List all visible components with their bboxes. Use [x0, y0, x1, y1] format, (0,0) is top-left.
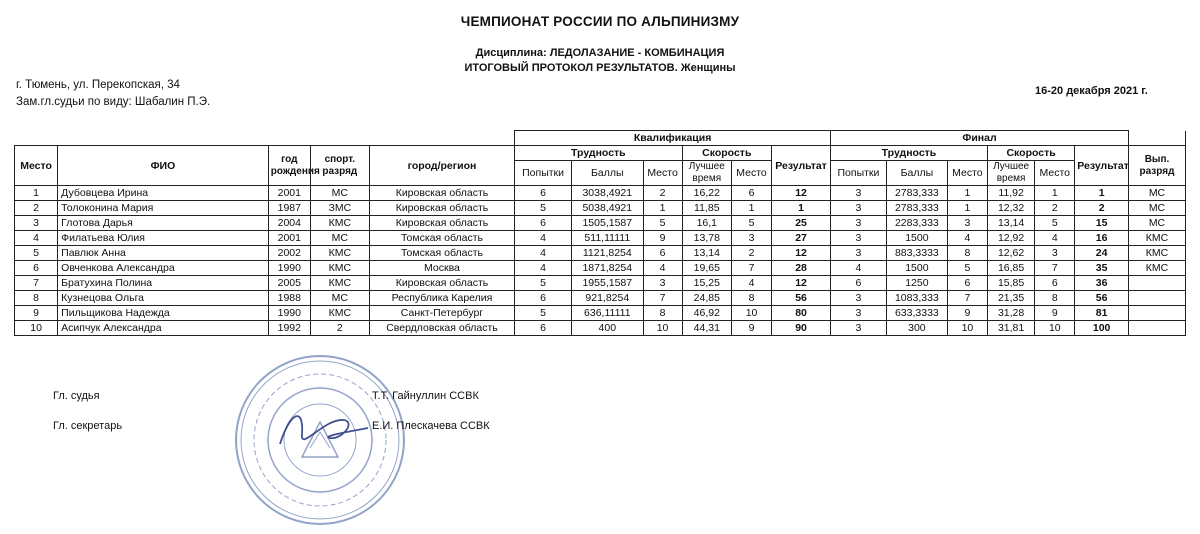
- cell-rank: МС: [310, 231, 369, 246]
- secretary-label: Гл. секретарь: [53, 420, 123, 432]
- header-blank-right: [1128, 131, 1185, 146]
- cell-new-rank: МС: [1128, 186, 1185, 201]
- cell-f-time: 12,92: [987, 231, 1034, 246]
- deputy-judge: Зам.гл.судьи по виду: Шабалин П.Э.: [16, 96, 211, 108]
- cell-q-points: 921,8254: [572, 291, 644, 306]
- cell-region: Кировская область: [369, 216, 514, 231]
- cell-f-points: 1083,333: [886, 291, 947, 306]
- cell-q-splace: 1: [732, 201, 772, 216]
- cell-f-attempts: 3: [831, 321, 887, 336]
- cell-f-time: 31,28: [987, 306, 1034, 321]
- cell-new-rank: [1128, 276, 1185, 291]
- f-difficulty-group: Трудность: [831, 146, 988, 161]
- cell-rank: КМС: [310, 306, 369, 321]
- cell-q-time: 13,78: [682, 231, 731, 246]
- q-col-attempts: Попытки: [515, 161, 572, 186]
- cell-f-splace: 2: [1035, 201, 1075, 216]
- cell-f-time: 21,35: [987, 291, 1034, 306]
- table-row: [15, 321, 1186, 336]
- protocol-line: ИТОГОВЫЙ ПРОТОКОЛ РЕЗУЛЬТАТОВ. Женщины: [464, 62, 736, 74]
- col-rank: спорт. разряд: [310, 146, 369, 186]
- cell-q-result: 1: [772, 201, 831, 216]
- cell-f-dplace: 3: [947, 216, 987, 231]
- cell-q-splace: 8: [732, 291, 772, 306]
- cell-q-time: 44,31: [682, 321, 731, 336]
- cell-q-result: 80: [772, 306, 831, 321]
- cell-q-result: 12: [772, 246, 831, 261]
- cell-new-rank: КМС: [1128, 231, 1185, 246]
- secretary-name: Е.И. Плескачева ССВК: [372, 420, 490, 432]
- cell-rank: 2: [310, 321, 369, 336]
- cell-place: 1: [15, 186, 58, 201]
- cell-q-splace: 9: [732, 321, 772, 336]
- cell-f-attempts: 6: [831, 276, 887, 291]
- cell-place: 7: [15, 276, 58, 291]
- cell-f-attempts: 3: [831, 201, 887, 216]
- q-difficulty-group: Трудность: [515, 146, 682, 161]
- table-row: [15, 231, 1186, 246]
- cell-f-time: 12,62: [987, 246, 1034, 261]
- cell-q-points: 5038,4921: [572, 201, 644, 216]
- f-col-best-time: Лучшее время: [987, 161, 1034, 186]
- cell-q-dplace: 4: [643, 261, 682, 276]
- cell-rank: КМС: [310, 246, 369, 261]
- cell-q-attempts: 6: [515, 186, 572, 201]
- f-speed-group: Скорость: [987, 146, 1074, 161]
- cell-new-rank: МС: [1128, 201, 1185, 216]
- f-col-attempts: Попытки: [831, 161, 887, 186]
- cell-q-result: 28: [772, 261, 831, 276]
- f-col-splace: Место: [1035, 161, 1075, 186]
- cell-year: 1990: [268, 306, 310, 321]
- cell-f-dplace: 9: [947, 306, 987, 321]
- cell-q-dplace: 2: [643, 186, 682, 201]
- f-col-points: Баллы: [886, 161, 947, 186]
- cell-f-splace: 9: [1035, 306, 1075, 321]
- cell-f-splace: 4: [1035, 231, 1075, 246]
- group-final: Финал: [831, 131, 1129, 146]
- q-col-dplace: Место: [643, 161, 682, 186]
- cell-year: 1988: [268, 291, 310, 306]
- table-row: [15, 246, 1186, 261]
- cell-place: 9: [15, 306, 58, 321]
- table-row: [15, 216, 1186, 231]
- cell-q-splace: 4: [732, 276, 772, 291]
- cell-f-points: 2283,333: [886, 216, 947, 231]
- cell-f-dplace: 8: [947, 246, 987, 261]
- cell-q-splace: 5: [732, 216, 772, 231]
- cell-region: Кировская область: [369, 201, 514, 216]
- cell-f-result: 2: [1075, 201, 1129, 216]
- cell-q-attempts: 4: [515, 246, 572, 261]
- cell-new-rank: МС: [1128, 216, 1185, 231]
- cell-place: 2: [15, 201, 58, 216]
- cell-q-dplace: 3: [643, 276, 682, 291]
- cell-rank: МС: [310, 186, 369, 201]
- cell-f-points: 2783,333: [886, 186, 947, 201]
- cell-rank: МС: [310, 291, 369, 306]
- cell-f-time: 16,85: [987, 261, 1034, 276]
- cell-new-rank: КМС: [1128, 261, 1185, 276]
- cell-q-attempts: 6: [515, 321, 572, 336]
- cell-q-result: 56: [772, 291, 831, 306]
- f-col-dplace: Место: [947, 161, 987, 186]
- cell-year: 2004: [268, 216, 310, 231]
- cell-f-result: 36: [1075, 276, 1129, 291]
- cell-f-splace: 1: [1035, 186, 1075, 201]
- cell-q-splace: 3: [732, 231, 772, 246]
- cell-q-points: 1955,1587: [572, 276, 644, 291]
- cell-q-attempts: 5: [515, 276, 572, 291]
- cell-region: Кировская область: [369, 276, 514, 291]
- cell-q-result: 12: [772, 186, 831, 201]
- cell-f-splace: 7: [1035, 261, 1075, 276]
- cell-rank: ЗМС: [310, 201, 369, 216]
- q-col-points: Баллы: [572, 161, 644, 186]
- chief-judge-label: Гл. судья: [53, 390, 100, 402]
- cell-f-result: 15: [1075, 216, 1129, 231]
- cell-fio: Асипчук Александра: [58, 321, 269, 336]
- cell-year: 1990: [268, 261, 310, 276]
- cell-q-points: 1121,8254: [572, 246, 644, 261]
- cell-region: Свердловская область: [369, 321, 514, 336]
- cell-q-result: 27: [772, 231, 831, 246]
- cell-year: 2001: [268, 231, 310, 246]
- cell-f-dplace: 1: [947, 186, 987, 201]
- cell-region: Кировская область: [369, 186, 514, 201]
- q-speed-group: Скорость: [682, 146, 771, 161]
- cell-q-points: 1871,8254: [572, 261, 644, 276]
- q-col-best-time: Лучшее время: [682, 161, 731, 186]
- cell-q-attempts: 5: [515, 306, 572, 321]
- cell-f-points: 300: [886, 321, 947, 336]
- cell-place: 6: [15, 261, 58, 276]
- cell-new-rank: [1128, 321, 1185, 336]
- cell-fio: Кузнецова Ольга: [58, 291, 269, 306]
- cell-region: Республика Карелия: [369, 291, 514, 306]
- cell-f-attempts: 3: [831, 186, 887, 201]
- cell-q-points: 636,11111: [572, 306, 644, 321]
- cell-q-splace: 6: [732, 186, 772, 201]
- cell-f-result: 24: [1075, 246, 1129, 261]
- col-fio: ФИО: [58, 146, 269, 186]
- cell-fio: Пильщикова Надежда: [58, 306, 269, 321]
- cell-q-dplace: 1: [643, 201, 682, 216]
- cell-f-result: 56: [1075, 291, 1129, 306]
- cell-q-time: 11,85: [682, 201, 731, 216]
- cell-q-points: 400: [572, 321, 644, 336]
- col-region: город/регион: [369, 146, 514, 186]
- cell-f-points: 1250: [886, 276, 947, 291]
- cell-q-result: 12: [772, 276, 831, 291]
- cell-f-splace: 5: [1035, 216, 1075, 231]
- cell-q-attempts: 5: [515, 201, 572, 216]
- cell-fio: Глотова Дарья: [58, 216, 269, 231]
- cell-f-result: 81: [1075, 306, 1129, 321]
- cell-f-time: 12,32: [987, 201, 1034, 216]
- cell-rank: КМС: [310, 276, 369, 291]
- cell-year: 1987: [268, 201, 310, 216]
- cell-q-time: 13,14: [682, 246, 731, 261]
- cell-f-dplace: 10: [947, 321, 987, 336]
- cell-f-points: 1500: [886, 261, 947, 276]
- cell-q-time: 24,85: [682, 291, 731, 306]
- cell-f-attempts: 3: [831, 216, 887, 231]
- cell-rank: КМС: [310, 261, 369, 276]
- cell-q-splace: 10: [732, 306, 772, 321]
- cell-q-splace: 7: [732, 261, 772, 276]
- cell-f-time: 15,85: [987, 276, 1034, 291]
- table-row: [15, 276, 1186, 291]
- cell-f-dplace: 6: [947, 276, 987, 291]
- header-blank: [15, 131, 515, 146]
- cell-q-result: 90: [772, 321, 831, 336]
- cell-f-dplace: 7: [947, 291, 987, 306]
- cell-f-points: 883,3333: [886, 246, 947, 261]
- cell-q-dplace: 5: [643, 216, 682, 231]
- cell-f-time: 31,81: [987, 321, 1034, 336]
- cell-place: 5: [15, 246, 58, 261]
- cell-f-attempts: 3: [831, 231, 887, 246]
- cell-f-time: 13,14: [987, 216, 1034, 231]
- table-row: [15, 306, 1186, 321]
- cell-q-dplace: 10: [643, 321, 682, 336]
- cell-q-attempts: 4: [515, 261, 572, 276]
- discipline-line: Дисциплина: ЛЕДОЛАЗАНИЕ - КОМБИНАЦИЯ: [475, 47, 725, 59]
- col-assigned-rank: Вып. разряд: [1128, 146, 1185, 186]
- cell-region: Санкт-Петербург: [369, 306, 514, 321]
- group-qualification: Квалификация: [515, 131, 831, 146]
- cell-new-rank: [1128, 291, 1185, 306]
- table-row: [15, 186, 1186, 201]
- cell-f-splace: 6: [1035, 276, 1075, 291]
- f-col-result: Результат: [1075, 146, 1129, 186]
- cell-q-dplace: 6: [643, 246, 682, 261]
- cell-q-points: 511,11111: [572, 231, 644, 246]
- cell-f-attempts: 4: [831, 261, 887, 276]
- col-birth-year: год рождения: [268, 146, 310, 186]
- cell-fio: Павлюк Анна: [58, 246, 269, 261]
- cell-f-attempts: 3: [831, 246, 887, 261]
- cell-region: Томская область: [369, 246, 514, 261]
- cell-q-time: 19,65: [682, 261, 731, 276]
- cell-year: 2005: [268, 276, 310, 291]
- cell-region: Томская область: [369, 231, 514, 246]
- cell-q-dplace: 9: [643, 231, 682, 246]
- cell-year: 2002: [268, 246, 310, 261]
- cell-f-splace: 3: [1035, 246, 1075, 261]
- cell-q-points: 3038,4921: [572, 186, 644, 201]
- cell-f-dplace: 4: [947, 231, 987, 246]
- cell-q-time: 16,1: [682, 216, 731, 231]
- cell-f-attempts: 3: [831, 291, 887, 306]
- cell-f-attempts: 3: [831, 306, 887, 321]
- table-row: [15, 201, 1186, 216]
- table-row: [15, 261, 1186, 276]
- cell-f-result: 100: [1075, 321, 1129, 336]
- cell-region: Москва: [369, 261, 514, 276]
- venue-address: г. Тюмень, ул. Перекопская, 34: [16, 79, 180, 91]
- cell-q-dplace: 8: [643, 306, 682, 321]
- cell-f-points: 1500: [886, 231, 947, 246]
- cell-new-rank: КМС: [1128, 246, 1185, 261]
- cell-fio: Овченкова Александра: [58, 261, 269, 276]
- cell-place: 4: [15, 231, 58, 246]
- cell-q-attempts: 6: [515, 216, 572, 231]
- cell-f-splace: 10: [1035, 321, 1075, 336]
- col-place: Место: [15, 146, 58, 186]
- cell-f-result: 1: [1075, 186, 1129, 201]
- cell-rank: КМС: [310, 216, 369, 231]
- cell-year: 2001: [268, 186, 310, 201]
- cell-q-attempts: 6: [515, 291, 572, 306]
- page-title: ЧЕМПИОНАТ РОССИИ ПО АЛЬПИНИЗМУ: [460, 14, 740, 29]
- cell-f-dplace: 1: [947, 201, 987, 216]
- cell-fio: Филатьева Юлия: [58, 231, 269, 246]
- chief-judge-name: Т.Т. Гайнуллин ССВК: [372, 390, 479, 402]
- cell-f-splace: 8: [1035, 291, 1075, 306]
- cell-new-rank: [1128, 306, 1185, 321]
- cell-year: 1992: [268, 321, 310, 336]
- cell-q-splace: 2: [732, 246, 772, 261]
- cell-q-time: 15,25: [682, 276, 731, 291]
- table-row: [15, 291, 1186, 306]
- cell-q-result: 25: [772, 216, 831, 231]
- cell-q-attempts: 4: [515, 231, 572, 246]
- cell-f-result: 16: [1075, 231, 1129, 246]
- q-col-splace: Место: [732, 161, 772, 186]
- cell-place: 8: [15, 291, 58, 306]
- official-stamp: [232, 352, 408, 528]
- cell-q-points: 1505,1587: [572, 216, 644, 231]
- cell-q-time: 46,92: [682, 306, 731, 321]
- cell-q-dplace: 7: [643, 291, 682, 306]
- cell-f-points: 2783,333: [886, 201, 947, 216]
- cell-place: 10: [15, 321, 58, 336]
- cell-f-points: 633,3333: [886, 306, 947, 321]
- cell-place: 3: [15, 216, 58, 231]
- event-dates: 16-20 декабря 2021 г.: [1035, 85, 1148, 97]
- q-col-result: Результат: [772, 146, 831, 186]
- cell-fio: Дубовцева Ирина: [58, 186, 269, 201]
- cell-f-dplace: 5: [947, 261, 987, 276]
- cell-fio: Толоконина Мария: [58, 201, 269, 216]
- cell-q-time: 16,22: [682, 186, 731, 201]
- cell-f-time: 11,92: [987, 186, 1034, 201]
- results-table: [14, 130, 1186, 336]
- cell-f-result: 35: [1075, 261, 1129, 276]
- cell-fio: Братухина Полина: [58, 276, 269, 291]
